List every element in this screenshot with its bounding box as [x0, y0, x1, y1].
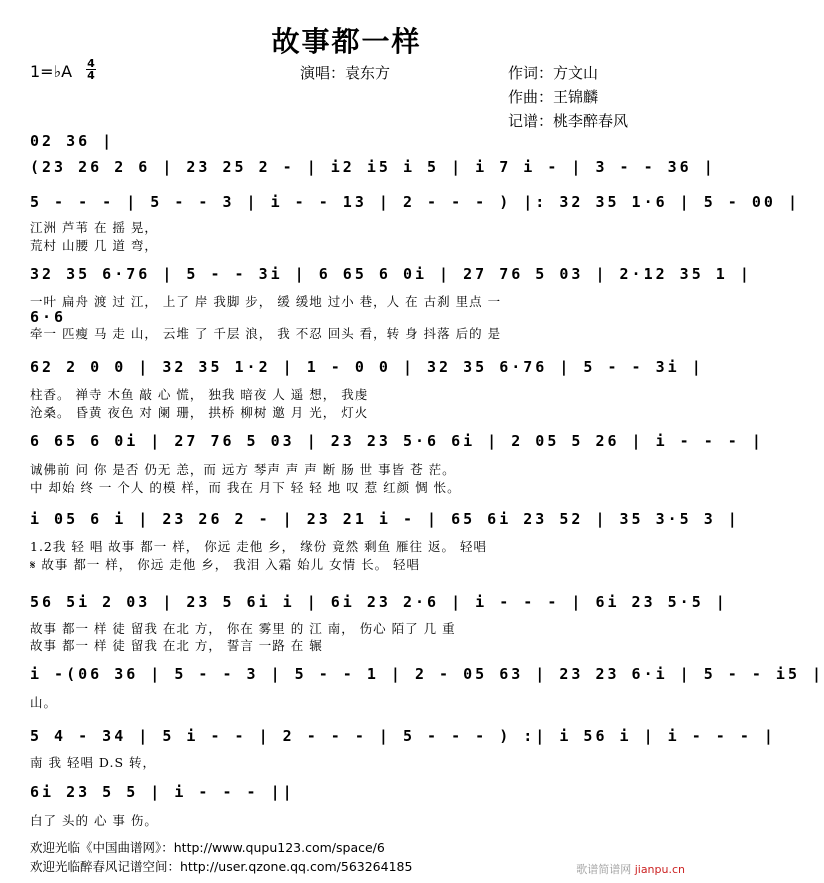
lyric-line: 白了 头的 心 事 伤。	[30, 813, 158, 828]
notation-line: i 05 6 i | 23 26 2 - | 23 21 i - | 65 6i 23 52 | 35 3·5 3 |	[30, 510, 740, 528]
composer-credit: 作曲：王锦麟	[508, 88, 599, 106]
notation-line: (23 26 2 6 | 23 25 2 - | i2 i5 i 5 | i 7 i - | 3 - - 36 |	[30, 158, 716, 176]
footer-link-2[interactable]: 欢迎光临醉春风记谱空间：http://user.qzone.qq.com/563264185	[30, 859, 413, 874]
lyric-line: 故事 都一 样 徒 留我 在北 方， 你在 雾里 的 江 南， 伤心 陌了 几 重	[30, 621, 456, 636]
lyricist-credit: 作词：方文山	[508, 64, 599, 82]
notation-line: 6 65 6 0i | 27 76 5 03 | 23 23 5·6 6i | 2 05 5 26 | i - - - |	[30, 432, 764, 450]
lyric-line: 故事 都一 样 徒 留我 在北 方， 誓言 一路 在 辗	[30, 638, 323, 653]
notation-line: i -(06 36 | 5 - - 3 | 5 - - 1 | 2 - 05 63 | 23 23 6·i | 5 - - i5 |	[30, 665, 824, 683]
lyric-line: 诚佛前 问 你 是否 仍无 恙，而 远方 琴声 声 声 断 肠 世 事皆 苍 茫。	[30, 462, 456, 477]
notation-line: 32 35 6·76 | 5 - - 3i | 6 65 6 0i | 27 76 5 03 | 2·12 35 1 |	[30, 265, 752, 283]
notation-line: 6·6	[30, 308, 67, 326]
time-signature-top: 4	[87, 57, 95, 70]
watermark-domain: jianpu.cn	[634, 863, 685, 876]
song-title: 故事都一样	[271, 25, 422, 58]
key-signature: 1=♭A	[30, 62, 73, 81]
lyric-line: 荒村 山腰 几 道 弯，	[30, 238, 158, 253]
singer-credit: 演唱：袁东方	[300, 64, 391, 82]
notation-line: 5 - - - | 5 - - 3 | i - - 13 | 2 - - - ) |: 32 35 1·6 | 5 - 00 |	[30, 193, 800, 211]
lyric-line: 𝄋 故事 都一 样， 你远 走他 乡， 我泪 入霜 始儿 女情 长。 轻唱	[30, 557, 421, 572]
lyric-line: 柱香。 禅寺 木鱼 敲 心 慌， 独我 暗夜 人 遥 想， 我虔	[30, 387, 369, 402]
lyric-line: 沧桑。 昏黄 夜色 对 阑 珊， 拱桥 柳树 邀 月 光， 灯火	[30, 405, 369, 420]
lyric-line: 中 却始 终 一 个人 的模 样，而 我在 月下 轻 轻 地 叹 惹 红颜 惆 怅。	[30, 480, 461, 495]
notation-line: 02 36 |	[30, 132, 115, 150]
lyric-line: 山。	[30, 695, 58, 710]
notation-line: 56 5i 2 03 | 23 5 6i i | 6i 23 2·6 | i - - - | 6i 23 5·5 |	[30, 593, 728, 611]
time-signature-bottom: 4	[87, 69, 95, 82]
time-signature	[86, 58, 96, 81]
transcriber-credit: 记谱：桃李醉春风	[508, 112, 629, 130]
lyric-line: 1.2我 轻 唱 故事 都一 样， 你远 走他 乡， 缘份 竟然 剩鱼 雁往 返。 轻唱	[30, 539, 488, 554]
lyric-line: 一叶 扁舟 渡 过 江， 上了 岸 我脚 步， 缓 缓地 过小 巷，人 在 古刹 里点 一	[30, 294, 502, 309]
watermark-site-name: 歌谱简谱网	[576, 863, 632, 876]
lyric-line: 江洲 芦苇 在 摇 晃，	[30, 220, 158, 235]
notation-line: 6i 23 5 5 | i - - - ||	[30, 783, 295, 801]
footer-link-1[interactable]: 欢迎光临《中国曲谱网》：http://www.qupu123.com/space/6	[30, 840, 385, 855]
watermark	[576, 861, 685, 877]
lyric-line: 南 我 轻唱 D.S 转，	[30, 755, 157, 770]
notation-line: 62 2 0 0 | 32 35 1·2 | 1 - 0 0 | 32 35 6·76 | 5 - - 3i |	[30, 358, 704, 376]
notation-line: 5 4 - 34 | 5 i - - | 2 - - - | 5 - - - ) :| i 56 i | i - - - |	[30, 727, 776, 745]
lyric-line: 牵一 匹瘦 马 走 山， 云堆 了 千层 浪， 我 不忍 回头 看，转 身 抖落 后的 是	[30, 326, 502, 341]
